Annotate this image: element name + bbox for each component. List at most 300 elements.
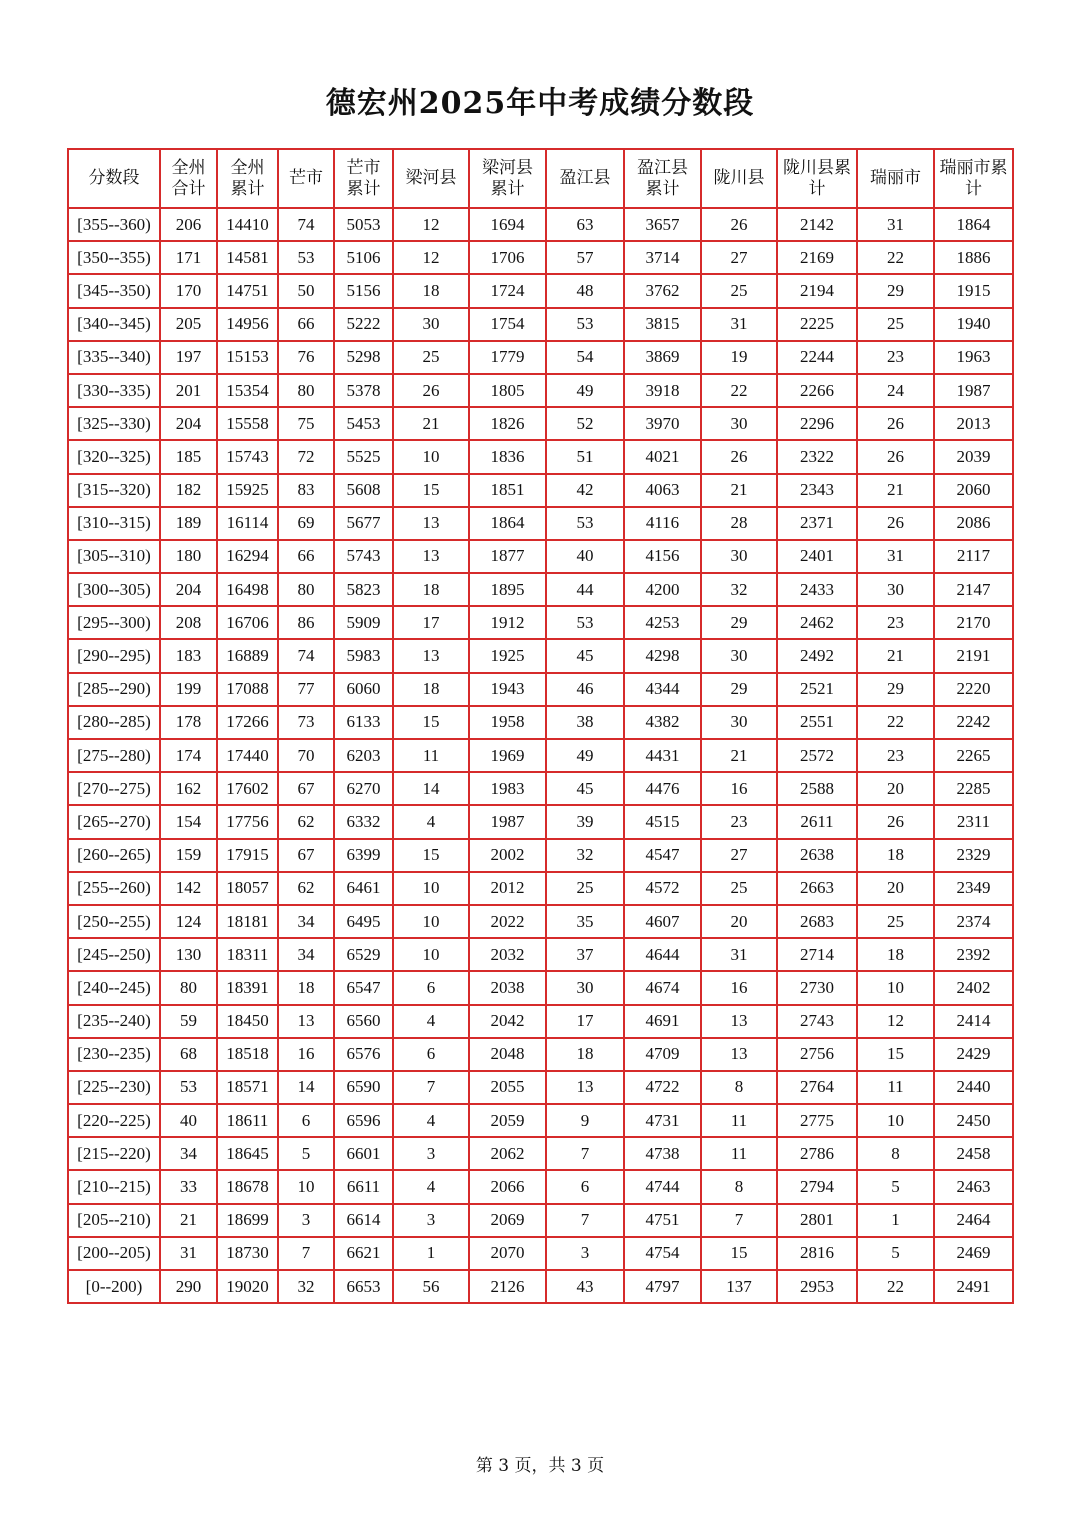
table-cell: 25 xyxy=(546,872,624,905)
table-cell: 2801 xyxy=(777,1204,857,1237)
table-cell: 17 xyxy=(393,606,469,639)
table-cell: 4607 xyxy=(624,905,701,938)
table-cell: 4116 xyxy=(624,507,701,540)
score-table-container xyxy=(67,148,1012,1304)
score-range-cell: [310--315) xyxy=(68,507,160,540)
table-cell: 1 xyxy=(393,1237,469,1270)
table-cell: 26 xyxy=(701,208,777,241)
table-cell: 2170 xyxy=(934,606,1013,639)
table-cell: 18 xyxy=(393,573,469,606)
table-cell: 53 xyxy=(278,241,334,274)
table-cell: 4 xyxy=(393,805,469,838)
table-cell: 137 xyxy=(701,1270,777,1303)
table-cell: 51 xyxy=(546,440,624,473)
table-cell: 6 xyxy=(278,1104,334,1137)
table-cell: 31 xyxy=(701,938,777,971)
table-cell: 1851 xyxy=(469,474,546,507)
table-cell: 2433 xyxy=(777,573,857,606)
table-cell: 43 xyxy=(546,1270,624,1303)
table-cell: 74 xyxy=(278,639,334,672)
table-cell: 4709 xyxy=(624,1038,701,1071)
score-range-cell: [245--250) xyxy=(68,938,160,971)
score-range-cell: [250--255) xyxy=(68,905,160,938)
table-cell: 25 xyxy=(393,341,469,374)
table-cell: 6621 xyxy=(334,1237,393,1270)
score-range-cell: [325--330) xyxy=(68,407,160,440)
table-cell: 1754 xyxy=(469,308,546,341)
table-cell: 1826 xyxy=(469,407,546,440)
table-cell: 50 xyxy=(278,274,334,307)
table-cell: 17266 xyxy=(217,706,278,739)
table-cell: 5106 xyxy=(334,241,393,274)
table-cell: 46 xyxy=(546,673,624,706)
score-range-cell: [300--305) xyxy=(68,573,160,606)
score-range-cell: [240--245) xyxy=(68,971,160,1004)
table-row xyxy=(68,241,1013,274)
score-range-cell: [265--270) xyxy=(68,805,160,838)
table-cell: 18678 xyxy=(217,1170,278,1203)
table-cell: 16706 xyxy=(217,606,278,639)
table-cell: 2588 xyxy=(777,772,857,805)
score-range-cell: [215--220) xyxy=(68,1137,160,1170)
table-cell: 13 xyxy=(393,540,469,573)
table-cell: 4156 xyxy=(624,540,701,573)
table-row xyxy=(68,938,1013,971)
table-cell: 29 xyxy=(857,673,934,706)
table-cell: 2730 xyxy=(777,971,857,1004)
table-cell: 4515 xyxy=(624,805,701,838)
table-cell: 13 xyxy=(701,1038,777,1071)
table-cell: 2463 xyxy=(934,1170,1013,1203)
table-cell: 1724 xyxy=(469,274,546,307)
table-cell: 7 xyxy=(546,1137,624,1170)
table-cell: 1963 xyxy=(934,341,1013,374)
table-cell: 2371 xyxy=(777,507,857,540)
table-cell: 30 xyxy=(701,706,777,739)
score-range-cell: [335--340) xyxy=(68,341,160,374)
table-cell: 6601 xyxy=(334,1137,393,1170)
table-cell: 17088 xyxy=(217,673,278,706)
table-cell: 14 xyxy=(393,772,469,805)
table-cell: 205 xyxy=(160,308,217,341)
table-cell: 1864 xyxy=(469,507,546,540)
table-cell: 70 xyxy=(278,739,334,772)
table-cell: 18181 xyxy=(217,905,278,938)
table-cell: 22 xyxy=(857,706,934,739)
table-cell: 4344 xyxy=(624,673,701,706)
table-cell: 2012 xyxy=(469,872,546,905)
table-row xyxy=(68,673,1013,706)
table-cell: 6399 xyxy=(334,839,393,872)
table-cell: 2458 xyxy=(934,1137,1013,1170)
table-cell: 2638 xyxy=(777,839,857,872)
table-cell: 52 xyxy=(546,407,624,440)
table-cell: 6461 xyxy=(334,872,393,905)
table-row xyxy=(68,1270,1013,1303)
table-cell: 8 xyxy=(701,1170,777,1203)
table-cell: 2663 xyxy=(777,872,857,905)
table-cell: 1 xyxy=(857,1204,934,1237)
column-header: 瑞丽市累计 xyxy=(934,149,1013,208)
table-cell: 6203 xyxy=(334,739,393,772)
table-cell: 4 xyxy=(393,1170,469,1203)
table-cell: 5053 xyxy=(334,208,393,241)
column-header: 芒市 xyxy=(278,149,334,208)
table-cell: 14751 xyxy=(217,274,278,307)
table-cell: 42 xyxy=(546,474,624,507)
table-cell: 130 xyxy=(160,938,217,971)
table-cell: 32 xyxy=(546,839,624,872)
score-range-cell: [225--230) xyxy=(68,1071,160,1104)
table-cell: 1987 xyxy=(934,374,1013,407)
table-cell: 2265 xyxy=(934,739,1013,772)
table-row xyxy=(68,407,1013,440)
table-cell: 5608 xyxy=(334,474,393,507)
score-distribution-table xyxy=(67,148,1014,1304)
table-cell: 4738 xyxy=(624,1137,701,1170)
table-cell: 20 xyxy=(857,772,934,805)
table-cell: 4476 xyxy=(624,772,701,805)
table-cell: 53 xyxy=(546,507,624,540)
table-cell: 2764 xyxy=(777,1071,857,1104)
table-cell: 1925 xyxy=(469,639,546,672)
score-range-cell: [255--260) xyxy=(68,872,160,905)
table-cell: 1912 xyxy=(469,606,546,639)
table-cell: 2013 xyxy=(934,407,1013,440)
table-cell: 5298 xyxy=(334,341,393,374)
table-cell: 6576 xyxy=(334,1038,393,1071)
table-row xyxy=(68,507,1013,540)
table-cell: 27 xyxy=(701,241,777,274)
table-cell: 16294 xyxy=(217,540,278,573)
table-cell: 2070 xyxy=(469,1237,546,1270)
table-cell: 26 xyxy=(393,374,469,407)
table-cell: 18 xyxy=(278,971,334,1004)
table-cell: 2816 xyxy=(777,1237,857,1270)
table-cell: 6529 xyxy=(334,938,393,971)
table-cell: 4751 xyxy=(624,1204,701,1237)
table-cell: 4253 xyxy=(624,606,701,639)
table-cell: 30 xyxy=(701,407,777,440)
table-cell: 2953 xyxy=(777,1270,857,1303)
table-cell: 197 xyxy=(160,341,217,374)
table-cell: 170 xyxy=(160,274,217,307)
table-cell: 3869 xyxy=(624,341,701,374)
table-cell: 2066 xyxy=(469,1170,546,1203)
table-cell: 5378 xyxy=(334,374,393,407)
table-cell: 67 xyxy=(278,839,334,872)
table-cell: 2242 xyxy=(934,706,1013,739)
table-cell: 204 xyxy=(160,573,217,606)
table-cell: 2429 xyxy=(934,1038,1013,1071)
table-cell: 23 xyxy=(701,805,777,838)
table-cell: 9 xyxy=(546,1104,624,1137)
table-cell: 2038 xyxy=(469,971,546,1004)
table-cell: 63 xyxy=(546,208,624,241)
table-cell: 18571 xyxy=(217,1071,278,1104)
table-cell: 25 xyxy=(857,905,934,938)
table-cell: 18311 xyxy=(217,938,278,971)
table-cell: 38 xyxy=(546,706,624,739)
table-cell: 2048 xyxy=(469,1038,546,1071)
table-cell: 49 xyxy=(546,374,624,407)
table-cell: 30 xyxy=(393,308,469,341)
table-cell: 27 xyxy=(701,839,777,872)
table-row xyxy=(68,606,1013,639)
table-cell: 10 xyxy=(278,1170,334,1203)
table-cell: 21 xyxy=(857,639,934,672)
table-cell: 6560 xyxy=(334,1005,393,1038)
table-cell: 66 xyxy=(278,308,334,341)
table-cell: 4063 xyxy=(624,474,701,507)
table-cell: 4382 xyxy=(624,706,701,739)
table-cell: 34 xyxy=(160,1137,217,1170)
table-cell: 14 xyxy=(278,1071,334,1104)
table-cell: 25 xyxy=(857,308,934,341)
table-cell: 2142 xyxy=(777,208,857,241)
table-cell: 23 xyxy=(857,739,934,772)
table-row xyxy=(68,540,1013,573)
table-cell: 72 xyxy=(278,440,334,473)
table-cell: 4200 xyxy=(624,573,701,606)
table-cell: 5 xyxy=(278,1137,334,1170)
score-range-cell: [275--280) xyxy=(68,739,160,772)
table-cell: 2492 xyxy=(777,639,857,672)
table-cell: 13 xyxy=(278,1005,334,1038)
column-header: 分数段 xyxy=(68,149,160,208)
table-cell: 1877 xyxy=(469,540,546,573)
table-cell: 6611 xyxy=(334,1170,393,1203)
column-header: 瑞丽市 xyxy=(857,149,934,208)
table-cell: 1864 xyxy=(934,208,1013,241)
table-cell: 201 xyxy=(160,374,217,407)
column-header: 全州累计 xyxy=(217,149,278,208)
table-cell: 2329 xyxy=(934,839,1013,872)
table-cell: 16114 xyxy=(217,507,278,540)
table-row xyxy=(68,1237,1013,1270)
table-cell: 16498 xyxy=(217,573,278,606)
table-cell: 5909 xyxy=(334,606,393,639)
score-range-cell: [330--335) xyxy=(68,374,160,407)
table-cell: 2022 xyxy=(469,905,546,938)
table-cell: 45 xyxy=(546,639,624,672)
table-cell: 13 xyxy=(393,507,469,540)
table-cell: 2059 xyxy=(469,1104,546,1137)
table-cell: 2551 xyxy=(777,706,857,739)
table-cell: 15743 xyxy=(217,440,278,473)
table-cell: 77 xyxy=(278,673,334,706)
table-cell: 31 xyxy=(857,208,934,241)
table-cell: 23 xyxy=(857,341,934,374)
column-header: 梁河县累计 xyxy=(469,149,546,208)
table-cell: 2343 xyxy=(777,474,857,507)
table-cell: 1983 xyxy=(469,772,546,805)
column-header: 梁河县 xyxy=(393,149,469,208)
table-cell: 2169 xyxy=(777,241,857,274)
table-cell: 11 xyxy=(701,1104,777,1137)
table-cell: 26 xyxy=(857,407,934,440)
table-cell: 2756 xyxy=(777,1038,857,1071)
table-cell: 33 xyxy=(160,1170,217,1203)
table-cell: 10 xyxy=(393,440,469,473)
table-cell: 7 xyxy=(393,1071,469,1104)
table-cell: 48 xyxy=(546,274,624,307)
table-cell: 171 xyxy=(160,241,217,274)
table-cell: 34 xyxy=(278,905,334,938)
table-cell: 49 xyxy=(546,739,624,772)
table-row xyxy=(68,971,1013,1004)
table-cell: 5 xyxy=(857,1237,934,1270)
table-cell: 22 xyxy=(857,1270,934,1303)
table-cell: 4298 xyxy=(624,639,701,672)
table-cell: 8 xyxy=(701,1071,777,1104)
table-cell: 73 xyxy=(278,706,334,739)
table-cell: 4674 xyxy=(624,971,701,1004)
table-cell: 18450 xyxy=(217,1005,278,1038)
table-cell: 14581 xyxy=(217,241,278,274)
table-cell: 16 xyxy=(701,772,777,805)
table-cell: 19 xyxy=(701,341,777,374)
table-row xyxy=(68,839,1013,872)
table-cell: 2042 xyxy=(469,1005,546,1038)
table-cell: 1958 xyxy=(469,706,546,739)
table-cell: 2462 xyxy=(777,606,857,639)
table-cell: 32 xyxy=(701,573,777,606)
table-cell: 13 xyxy=(546,1071,624,1104)
score-range-cell: [200--205) xyxy=(68,1237,160,1270)
table-cell: 37 xyxy=(546,938,624,971)
table-cell: 2349 xyxy=(934,872,1013,905)
table-cell: 5156 xyxy=(334,274,393,307)
table-cell: 2491 xyxy=(934,1270,1013,1303)
table-cell: 18645 xyxy=(217,1137,278,1170)
table-cell: 45 xyxy=(546,772,624,805)
table-cell: 53 xyxy=(546,606,624,639)
table-cell: 2055 xyxy=(469,1071,546,1104)
table-cell: 7 xyxy=(278,1237,334,1270)
table-cell: 2039 xyxy=(934,440,1013,473)
table-cell: 53 xyxy=(160,1071,217,1104)
score-range-cell: [320--325) xyxy=(68,440,160,473)
table-cell: 1694 xyxy=(469,208,546,241)
table-cell: 75 xyxy=(278,407,334,440)
page-footer: 第 3 页，共 3 页 xyxy=(475,1456,605,1476)
table-cell: 15 xyxy=(393,706,469,739)
table-cell: 22 xyxy=(701,374,777,407)
table-cell: 1895 xyxy=(469,573,546,606)
table-cell: 17915 xyxy=(217,839,278,872)
table-cell: 4021 xyxy=(624,440,701,473)
table-cell: 39 xyxy=(546,805,624,838)
score-range-cell: [260--265) xyxy=(68,839,160,872)
table-cell: 2521 xyxy=(777,673,857,706)
table-cell: 18 xyxy=(393,274,469,307)
table-cell: 1969 xyxy=(469,739,546,772)
table-cell: 18391 xyxy=(217,971,278,1004)
table-cell: 31 xyxy=(160,1237,217,1270)
table-cell: 30 xyxy=(857,573,934,606)
score-range-cell: [285--290) xyxy=(68,673,160,706)
table-row xyxy=(68,706,1013,739)
table-cell: 3714 xyxy=(624,241,701,274)
score-range-cell: [305--310) xyxy=(68,540,160,573)
table-cell: 2401 xyxy=(777,540,857,573)
table-cell: 20 xyxy=(701,905,777,938)
table-cell: 3 xyxy=(393,1137,469,1170)
table-cell: 2147 xyxy=(934,573,1013,606)
table-cell: 56 xyxy=(393,1270,469,1303)
table-cell: 1805 xyxy=(469,374,546,407)
table-cell: 3 xyxy=(546,1237,624,1270)
table-cell: 3815 xyxy=(624,308,701,341)
table-cell: 24 xyxy=(857,374,934,407)
table-row xyxy=(68,208,1013,241)
table-cell: 68 xyxy=(160,1038,217,1071)
table-cell: 4644 xyxy=(624,938,701,971)
table-cell: 2311 xyxy=(934,805,1013,838)
table-cell: 2464 xyxy=(934,1204,1013,1237)
table-cell: 2322 xyxy=(777,440,857,473)
table-row xyxy=(68,1071,1013,1104)
table-cell: 2683 xyxy=(777,905,857,938)
table-cell: 2002 xyxy=(469,839,546,872)
table-cell: 18611 xyxy=(217,1104,278,1137)
table-cell: 2069 xyxy=(469,1204,546,1237)
table-cell: 2117 xyxy=(934,540,1013,573)
table-cell: 26 xyxy=(701,440,777,473)
table-row xyxy=(68,1005,1013,1038)
table-cell: 26 xyxy=(857,805,934,838)
table-row xyxy=(68,772,1013,805)
table-cell: 32 xyxy=(278,1270,334,1303)
table-cell: 53 xyxy=(546,308,624,341)
table-cell: 6547 xyxy=(334,971,393,1004)
table-cell: 18 xyxy=(546,1038,624,1071)
table-cell: 15925 xyxy=(217,474,278,507)
table-cell: 204 xyxy=(160,407,217,440)
table-cell: 4431 xyxy=(624,739,701,772)
table-cell: 2572 xyxy=(777,739,857,772)
table-cell: 14410 xyxy=(217,208,278,241)
table-cell: 2062 xyxy=(469,1137,546,1170)
table-cell: 25 xyxy=(701,274,777,307)
table-row xyxy=(68,274,1013,307)
table-cell: 14956 xyxy=(217,308,278,341)
table-cell: 23 xyxy=(857,606,934,639)
table-cell: 2032 xyxy=(469,938,546,971)
column-header: 全州合计 xyxy=(160,149,217,208)
score-range-cell: [290--295) xyxy=(68,639,160,672)
score-range-cell: [295--300) xyxy=(68,606,160,639)
table-cell: 34 xyxy=(278,938,334,971)
table-cell: 4547 xyxy=(624,839,701,872)
column-header: 盈江县 xyxy=(546,149,624,208)
table-cell: 30 xyxy=(701,639,777,672)
table-cell: 2285 xyxy=(934,772,1013,805)
table-cell: 62 xyxy=(278,805,334,838)
table-cell: 178 xyxy=(160,706,217,739)
table-cell: 2714 xyxy=(777,938,857,971)
table-cell: 1940 xyxy=(934,308,1013,341)
table-cell: 62 xyxy=(278,872,334,905)
table-cell: 4572 xyxy=(624,872,701,905)
table-cell: 6060 xyxy=(334,673,393,706)
table-cell: 83 xyxy=(278,474,334,507)
table-cell: 74 xyxy=(278,208,334,241)
table-cell: 8 xyxy=(857,1137,934,1170)
table-cell: 5743 xyxy=(334,540,393,573)
table-cell: 3970 xyxy=(624,407,701,440)
